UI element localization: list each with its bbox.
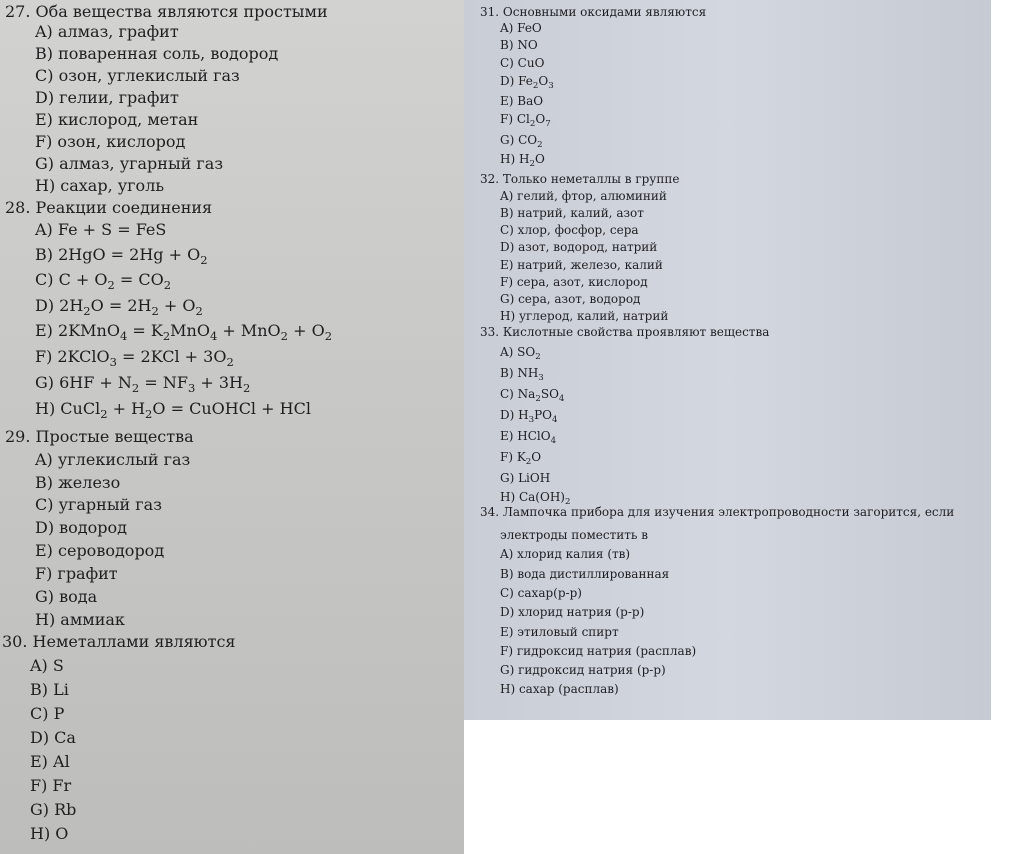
q31-option-a: A) FeO: [500, 21, 542, 35]
left-page-photo: [0, 0, 464, 854]
q32-option-b: B) натрий, калий, азот: [500, 206, 644, 220]
q30-option-g: G) Rb: [30, 800, 77, 819]
question-34-title: 34. Лампочка прибора для изучения электропроводности загорится, если: [480, 505, 955, 519]
q30-option-d: D) Ca: [30, 728, 76, 747]
question-30-title: 30. Неметаллами являются: [2, 632, 236, 651]
q31-option-e: E) BaO: [500, 94, 544, 108]
q33-option-b: B) $NH_3$: [500, 366, 544, 384]
q29-option-e: E) сероводород: [35, 541, 165, 560]
q30-option-f: F) Fr: [30, 776, 72, 795]
q27-option-h: H) сахар, уголь: [35, 176, 165, 195]
q34-option-b: B) вода дистиллированная: [500, 567, 670, 581]
q31-option-g: G) $CO_2$: [500, 133, 543, 151]
question-33-title: 33. Кислотные свойства проявляют вещества: [480, 325, 770, 339]
q27-option-d: D) гелии, графит: [35, 88, 179, 107]
q31-option-c: C) CuO: [500, 56, 545, 70]
q33-option-e: E) HClO$_4$: [500, 429, 557, 447]
q34-option-g: G) гидроксид натрия (р-р): [500, 663, 666, 677]
q34-option-e: E) этиловый спирт: [500, 625, 619, 639]
q33-option-a: A) $SO_2$: [500, 345, 541, 363]
q31-option-f: F) $Cl_2O_7$: [500, 112, 551, 130]
q30-option-a: A) S: [30, 656, 64, 675]
q31-option-h: H) $H_2O$: [500, 152, 545, 170]
q27-option-e: E) кислород, метан: [35, 110, 199, 129]
q27-option-f: F) озон, кислород: [35, 132, 186, 151]
q34-option-d: D) хлорид натрия (р-р): [500, 605, 645, 619]
q27-option-c: C) озон, углекислый газ: [35, 66, 240, 85]
right-page-photo: [464, 0, 991, 720]
question-29-title: 29. Простые вещества: [5, 427, 194, 446]
q31-option-d: D) $Fe_2O_3$: [500, 74, 554, 92]
question-31-title: 31. Основными оксидами являются: [480, 5, 707, 19]
q28-option-d: D) $2H_2O = 2H_2 + O_2$: [35, 296, 203, 319]
q33-option-h: H) $Ca(OH)_2$: [500, 490, 571, 508]
question-32-title: 32. Только неметаллы в группе: [480, 172, 680, 186]
q34-option-f: F) гидроксид натрия (расплав): [500, 644, 697, 658]
q28-option-h: H) CuCl$_2$ + $H_2O$ = CuOHCl + HCl: [35, 399, 311, 422]
q29-option-c: C) угарный газ: [35, 495, 162, 514]
q32-option-f: F) сера, азот, кислород: [500, 275, 648, 289]
q28-option-c: C) $C + O_2 = CO_2$: [35, 270, 172, 293]
q27-option-a: A) алмаз, графит: [35, 22, 179, 41]
q27-option-g: G) алмаз, угарный газ: [35, 154, 224, 173]
q32-option-c: C) хлор, фосфор, сера: [500, 223, 639, 237]
q33-option-c: C) $Na_2SO_4$: [500, 387, 565, 405]
q28-option-e: E) 2KMnO$_4$ = $K_2MnO_4 + MnO_2 + O_2$: [35, 321, 333, 344]
q32-option-a: A) гелий, фтор, алюминий: [500, 189, 667, 203]
q34-option-a: A) хлорид калия (тв): [500, 547, 631, 561]
q32-option-d: D) азот, водород, натрий: [500, 240, 658, 254]
q29-option-g: G) вода: [35, 587, 98, 606]
q29-option-b: B) железо: [35, 473, 121, 492]
q30-option-c: C) P: [30, 704, 65, 723]
q33-option-f: F) $K_2O$: [500, 450, 542, 468]
q29-option-d: D) водород: [35, 518, 128, 537]
q28-option-a: A) Fe + S = FeS: [35, 220, 167, 239]
q34-option-c: C) сахар(р-р): [500, 586, 582, 600]
q28-option-g: G) $6HF + N_2 = NF_3 + 3H_2$: [35, 373, 251, 396]
question-27-title: 27. Оба вещества являются простыми: [5, 2, 328, 21]
q32-option-g: G) сера, азот, водород: [500, 292, 641, 306]
question-28-title: 28. Реакции соединения: [5, 198, 213, 217]
q33-option-d: D) $H_3PO_4$: [500, 408, 558, 426]
q33-option-g: G) LiOH: [500, 471, 551, 485]
q32-option-h: H) углерод, калий, натрий: [500, 309, 669, 323]
q29-option-f: F) графит: [35, 564, 118, 583]
q30-option-h: H) O: [30, 824, 69, 843]
q30-option-b: B) Li: [30, 680, 69, 699]
q31-option-b: B) NO: [500, 38, 538, 52]
q30-option-e: E) Al: [30, 752, 70, 771]
q29-option-h: H) аммиак: [35, 610, 125, 629]
q27-option-b: B) поваренная соль, водород: [35, 44, 279, 63]
question-34-continuation: электроды поместить в: [500, 528, 649, 542]
q29-option-a: A) углекислый газ: [35, 450, 191, 469]
q34-option-h: H) сахар (расплав): [500, 682, 619, 696]
q32-option-e: E) натрий, железо, калий: [500, 258, 663, 272]
q28-option-f: F) 2KClO$_3$ = $2KCl + 3O_2$: [35, 347, 234, 370]
q28-option-b: B) $2HgO = 2Hg + O_2$: [35, 245, 208, 268]
